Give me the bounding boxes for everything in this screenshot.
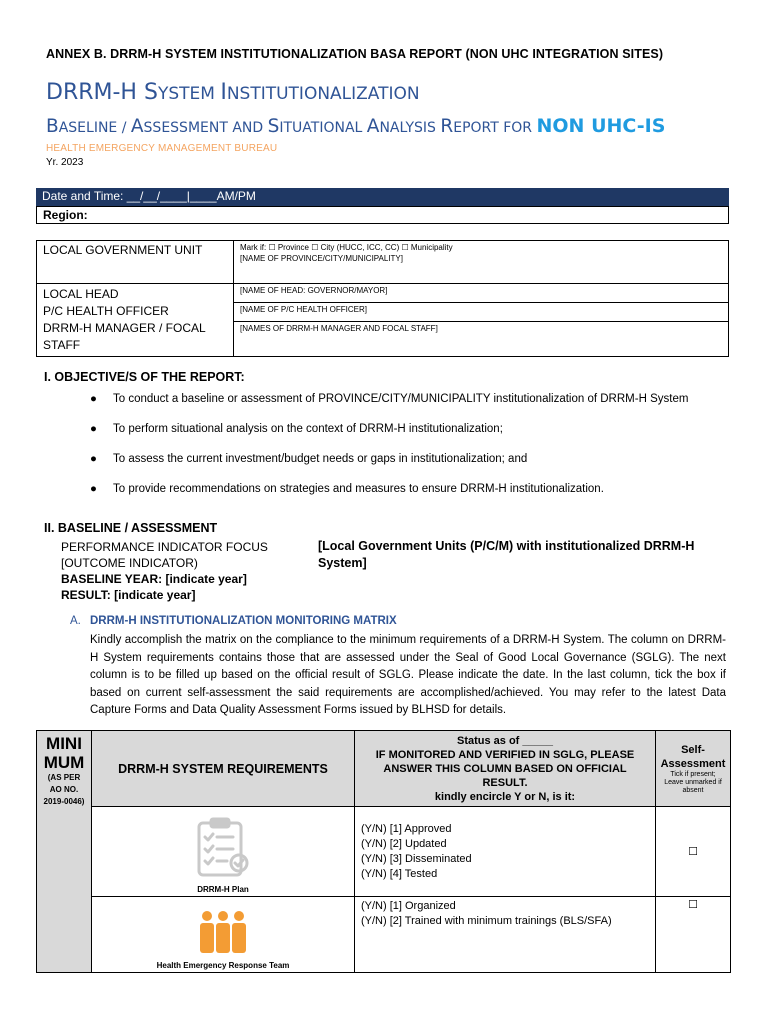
minimum-header-line2: MUM [43, 753, 85, 772]
subtitle-part: SSESSMENT AND [143, 120, 268, 136]
status-item[interactable]: (Y/N) [2] Trained with minimum trainings (BLS/SFA) [361, 915, 612, 927]
bullet-icon: ● [90, 393, 97, 405]
status-item[interactable]: (Y/N) [4] Tested [361, 867, 438, 880]
table-row [37, 897, 731, 973]
matrix-instructions: Kindly accomplish the matrix on the compliance to the minimum requirements of a DRRM-H System. The column on DRRM-H System requirements contains those that are assessed under the Seal of Good Local Governance (SGLG). The next column is to be filled up based on the official result of SGLG. Please indicate the date. In the last column, tick the box if based on current self-assessment the said requirements are accomplished/achieved. You may refer to the latest Data Capture Forms and Data Quality Assessment Forms issued by BLHSD for details. [90, 634, 726, 716]
report-year: Yr. 2023 [46, 157, 84, 168]
team-icon [197, 909, 249, 955]
lgu-name-placeholder[interactable]: [NAME OF PROVINCE/CITY/MUNICIPALITY] [240, 254, 403, 263]
drrm-manager-field[interactable]: [NAMES OF DRRM-H MANAGER AND FOCAL STAFF] [234, 322, 729, 357]
subtitle-part: B [46, 116, 59, 137]
status-instruction: IF MONITORED AND VERIFIED IN SGLG, PLEASE ANSWER THIS COLUMN BASED ON OFFICIAL RESULT. [375, 748, 635, 789]
objectives-heading: I. OBJECTIVE/S OF THE REPORT: [44, 370, 245, 384]
indicator-block [61, 539, 268, 603]
status-column-header [355, 731, 656, 807]
self-assessment-checkbox[interactable]: ☐ [656, 807, 731, 897]
self-assessment-note: Tick if present; Leave unmarked if absent [664, 770, 722, 794]
lgu-statement: [Local Government Units (P/C/M) with institutionalized DRRM-H System] [318, 539, 695, 570]
lgu-value-cell[interactable] [234, 241, 729, 284]
requirements-column-header: DRRM-H SYSTEM REQUIREMENTS [92, 731, 355, 807]
bullet-icon: ● [90, 423, 97, 435]
requirement-cell [92, 897, 355, 973]
subtitle-part: S [267, 116, 280, 137]
status-encircle-note: kindly encircle Y or N, is it: [434, 790, 576, 803]
title-part: DRRM-H S [46, 80, 158, 105]
list-item [90, 483, 604, 495]
minimum-header-line1: MINI [46, 734, 82, 753]
lgu-label: LOCAL GOVERNMENT UNIT [37, 241, 234, 284]
baseline-year: BASELINE YEAR: [indicate year] [61, 572, 247, 586]
list-item [90, 393, 688, 405]
baseline-heading: II. BASELINE / ASSESSMENT [44, 521, 218, 535]
subtitle-part: A [130, 116, 144, 137]
lgu-person-labels [37, 284, 234, 357]
lgu-info-table [36, 240, 729, 357]
requirement-name: Health Emergency Response Team [156, 961, 290, 970]
annex-title: ANNEX B. DRRM-H SYSTEM INSTITUTIONALIZATION BASA REPORT (NON UHC INTEGRATION SITES) [46, 47, 664, 61]
lgu-mark-if[interactable]: Mark if: ☐ Province ☐ City (HUCC, ICC, CC) ☐ Municipality [240, 243, 453, 252]
list-item-text: To perform situational analysis on the context of DRRM-H institutionalization; [113, 423, 503, 435]
result-year: RESULT: [indicate year] [61, 588, 196, 602]
self-assessment-column-header [656, 731, 731, 807]
checklist-icon [191, 817, 255, 879]
date-time-field[interactable]: Date and Time: __/__/____|____AM/PM [36, 188, 729, 206]
table-row [37, 807, 731, 897]
list-item-text: To conduct a baseline or assessment of PROVINCE/CITY/MUNICIPALITY institutionalization of DRRM-H System [113, 393, 689, 405]
title-part: NSTITUTIONALIZATION [226, 84, 420, 104]
status-item[interactable]: (Y/N) [2] Updated [361, 837, 447, 850]
self-assessment-checkbox[interactable]: ☐ [656, 897, 731, 973]
document-subtitle [46, 115, 665, 137]
subtitle-part: R [440, 116, 454, 137]
local-head-field[interactable]: [NAME OF HEAD: GOVERNOR/MAYOR] [234, 284, 729, 303]
minimum-column-header [37, 731, 92, 973]
title-part: I [220, 80, 227, 105]
matrix-heading [70, 615, 397, 627]
health-officer-field[interactable]: [NAME OF P/C HEALTH OFFICER] [234, 303, 729, 322]
bureau-name: HEALTH EMERGENCY MANAGEMENT BUREAU [46, 143, 278, 154]
monitoring-matrix [36, 730, 731, 973]
drrm-manager-label: DRRM-H MANAGER / FOCAL STAFF [43, 321, 206, 352]
title-part: YSTEM [157, 84, 221, 104]
self-assessment-label: Self-Assessment [660, 743, 726, 770]
health-officer-label: P/C HEALTH OFFICER [43, 304, 169, 318]
list-item-text: To assess the current investment/budget needs or gaps in institutionalization; and [113, 453, 528, 465]
bullet-icon: ● [90, 483, 97, 495]
subtitle-part: A [366, 116, 380, 137]
status-cell[interactable] [355, 807, 656, 897]
subtitle-highlight: NON UHC-IS [536, 115, 666, 137]
subtitle-part: ASELINE / [58, 120, 131, 136]
requirement-cell [92, 807, 355, 897]
status-item[interactable]: (Y/N) [1] Organized [361, 900, 456, 912]
list-item-text: To provide recommendations on strategies and measures to ensure DRRM-H institutionalization. [113, 483, 604, 495]
status-as-of: Status as of _____ [457, 734, 553, 747]
outcome-indicator: [OUTCOME INDICATOR) [61, 556, 198, 570]
status-cell[interactable] [355, 897, 656, 973]
region-field[interactable]: Region: [36, 206, 729, 224]
requirement-name: DRRM-H Plan [197, 885, 249, 894]
matrix-title: DRRM-H INSTITUTIONALIZATION MONITORING MATRIX [90, 615, 397, 627]
minimum-header-note: (AS PER AO NO. 2019-0046) [43, 773, 85, 806]
section-letter: A. [70, 615, 81, 627]
indicator-focus: PERFORMANCE INDICATOR FOCUS [61, 540, 268, 554]
bullet-icon: ● [90, 453, 97, 465]
document-title [46, 80, 420, 105]
status-item[interactable]: (Y/N) [3] Disseminated [361, 852, 472, 865]
list-item [90, 423, 503, 435]
list-item [90, 453, 527, 465]
status-item[interactable]: (Y/N) [1] Approved [361, 822, 452, 835]
subtitle-part: EPORT FOR [453, 120, 537, 136]
local-head-label: LOCAL HEAD [43, 287, 119, 301]
subtitle-part: NALYSIS [379, 120, 441, 136]
subtitle-part: ITUATIONAL [279, 120, 367, 136]
